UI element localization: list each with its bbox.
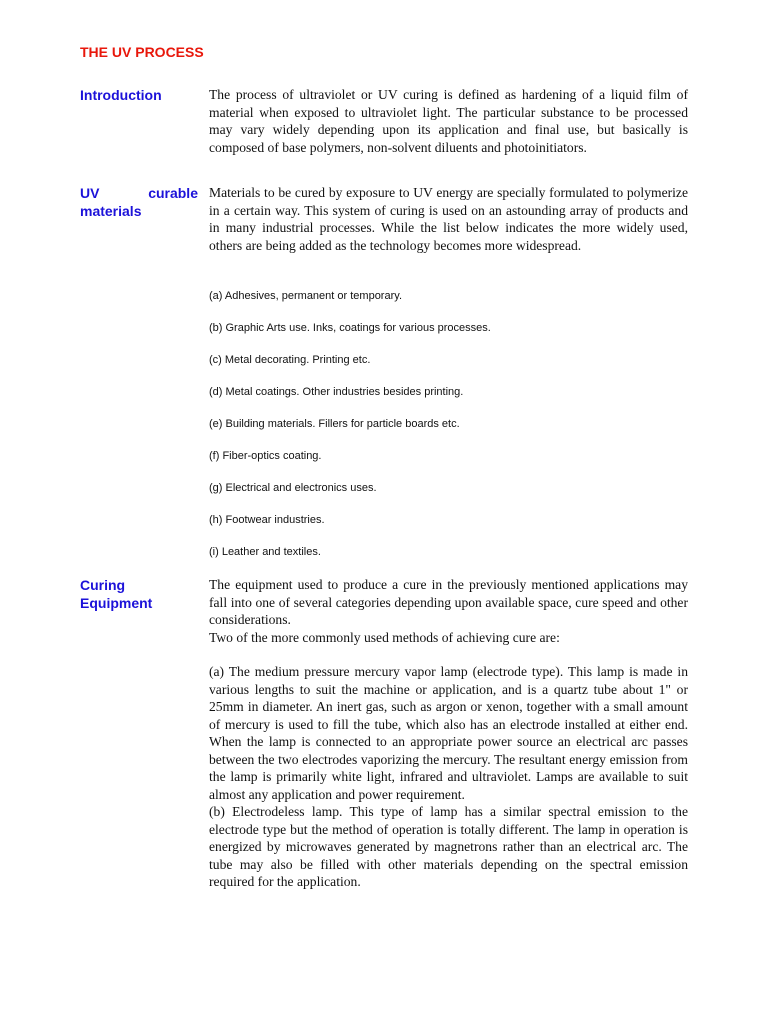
heading-word-curable: curable	[148, 185, 198, 201]
list-item: (e) Building materials. Fillers for particle boards etc.	[209, 418, 460, 430]
heading-line-1	[80, 184, 198, 202]
section-heading-introduction: Introduction	[80, 87, 162, 103]
list-item: (i) Leather and textiles.	[209, 546, 321, 558]
list-item: (g) Electrical and electronics uses.	[209, 482, 377, 494]
heading-word-materials: materials	[80, 203, 142, 219]
list-item: (f) Fiber-optics coating.	[209, 450, 322, 462]
introduction-paragraph: The process of ultraviolet or UV curing is defined as hardening of a liquid film of material when exposed to ultraviolet light. The particular substance to be processed may vary widely depending upon its application and final use, but basically is composed of base polymers, non-solvent diluents and photoinitiators.	[209, 87, 688, 155]
curing-paragraph-2: Two of the more commonly used methods of achieving cure are:	[209, 629, 560, 645]
section-heading-curing-equipment	[80, 576, 198, 612]
heading-line-curing: Curing	[80, 577, 126, 593]
curing-paragraph-3: (a) The medium pressure mercury vapor lamp (electrode type). This lamp is made in various lengths to suit the machine or application, and is a quartz tube about 1" or 25mm in diameter. An inert gas, such as argon or xenon, together with a small amount of mercury is used to fill the tube, which also has an electrode installed at either end. When the lamp is connected to an appropriate power source an electrical arc passes between the two electrodes vaporizing the mercury. The resultant energy emission from the lamp is primarily white light, infrared and ultraviolet. Lamps are available to suit almost any application and power requirement.	[209, 664, 688, 802]
list-item: (a) Adhesives, permanent or temporary.	[209, 290, 402, 302]
page-title: THE UV PROCESS	[80, 44, 204, 60]
list-item: (c) Metal decorating. Printing etc.	[209, 354, 371, 366]
list-item: (h) Footwear industries.	[209, 514, 325, 526]
uv-curable-paragraph: Materials to be cured by exposure to UV energy are specially formulated to polymerize in a certain way. This system of curing is used on an astounding array of products and in many industrial processes. While the list below indicates the more widely used, others are being added as the technology becomes more widespread.	[209, 185, 688, 253]
paragraph-gap	[209, 646, 688, 663]
section-heading-uv-curable-materials	[80, 184, 198, 220]
section-body-uv-curable-materials	[209, 184, 688, 254]
curing-paragraph-4: (b) Electrodeless lamp. This type of lamp has a similar spectral emission to the electrode type but the method of operation is totally different. The lamp in operation is energized by microwaves generated by magnetrons rather than an electrical arc. The tube may also be filled with other materials depending on the spectral emission required for the application.	[209, 804, 688, 889]
section-body-curing-equipment	[209, 576, 688, 891]
materials-list	[209, 289, 688, 577]
curing-paragraph-1: The equipment used to produce a cure in the previously mentioned applications may fall into one of several categories depending upon available space, cure speed and other considerations.	[209, 577, 688, 627]
section-body-introduction	[209, 86, 688, 156]
list-item: (d) Metal coatings. Other industries besides printing.	[209, 386, 464, 398]
heading-line-equipment: Equipment	[80, 595, 153, 611]
heading-word-uv: UV	[80, 185, 100, 201]
list-item: (b) Graphic Arts use. Inks, coatings for various processes.	[209, 322, 491, 334]
